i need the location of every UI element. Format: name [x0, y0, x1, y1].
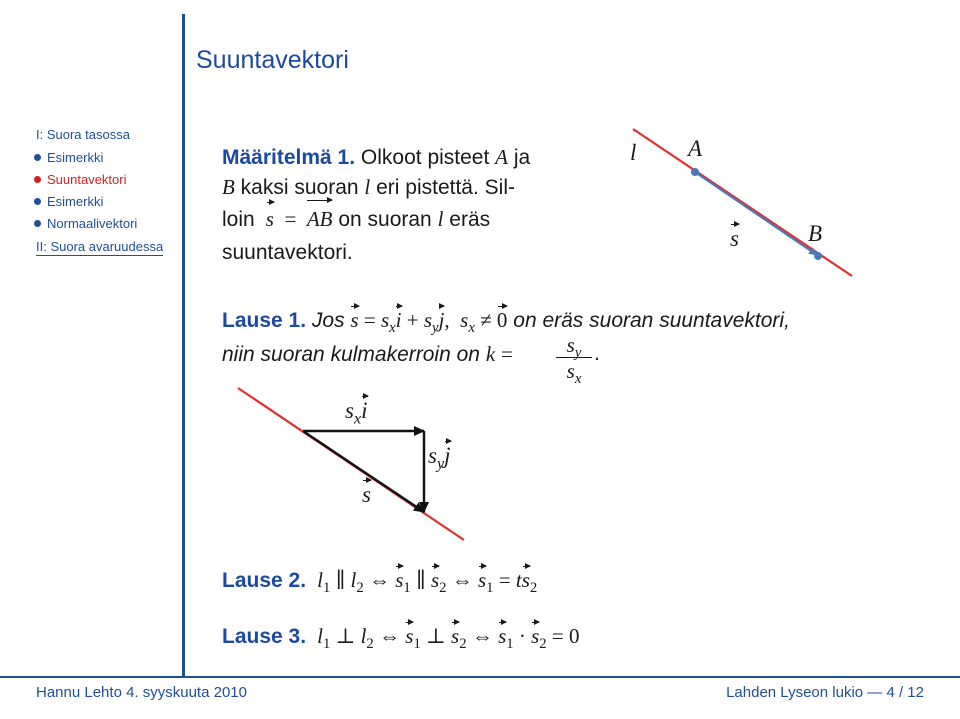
lause-3: Lause 3. $l_1$ ⊥ $l_2$ ⇔ $s_1$ ⊥ $s_2$ ⇔ $s_1 \cdot s_2 = 0$: [222, 624, 580, 653]
definition-line-2: B kaksi suoran l eri pistettä. Sil-: [222, 175, 515, 199]
sidebar-item-suuntavektori[interactable]: Suuntavektori: [34, 172, 127, 187]
label-a: A: [688, 136, 703, 161]
vector-ab-arrow: [695, 172, 817, 255]
label-b: B: [808, 221, 823, 246]
definition-line-1: Määritelmä 1. Olkoot pisteet A ja: [222, 145, 531, 169]
definition-heading: Määritelmä 1.: [222, 146, 356, 169]
fraction-period: .: [594, 342, 600, 365]
point-b: [814, 252, 822, 260]
sidebar-item-normaalivektori[interactable]: Normaalivektori: [34, 216, 137, 231]
lause-3-heading: Lause 3.: [222, 625, 307, 648]
point-a: [691, 168, 699, 176]
sidebar-section-suora-tasossa[interactable]: I: Suora tasossa: [36, 127, 130, 142]
sidebar-item-esimerkki-2[interactable]: Esimerkki: [34, 194, 103, 209]
footer-author-date: Hannu Lehto 4. syyskuuta 2010: [36, 684, 247, 701]
definition-line-3: loin s = AB on suoran l eräs: [222, 204, 490, 235]
frame-title: Suuntavektori: [196, 46, 349, 74]
lause-2: Lause 2. $l_1$ ∥ $l_2$ ⇔ $s_1$ ∥ $s_2$ ⇔ $s_1 = ts_2$: [222, 568, 538, 597]
label-l: l: [630, 140, 637, 165]
footer-school-page: Lahden Lyseon lukio — 4 / 12: [726, 684, 924, 701]
slope-fraction: $\frac{s_y}{s_x}$: [556, 333, 592, 384]
label-sxi: $s_xi$: [345, 398, 368, 428]
lause-2-heading: Lause 2.: [222, 569, 307, 592]
sidebar-item-esimerkki-1[interactable]: Esimerkki: [34, 150, 103, 165]
label-syj: $s_yj$: [428, 443, 451, 473]
lause-1-heading: Lause 1.: [222, 309, 307, 332]
label-s-vector: s: [730, 226, 739, 251]
sidebar-section-suora-avaruudessa[interactable]: II: Suora avaruudessa: [36, 239, 164, 254]
label-s-figure2: s: [362, 482, 371, 507]
lause-1: Lause 1. Jos $s = s_xi + s_yj$, $s_x \ne 0$ on eräs suoran suuntavektori,: [222, 308, 790, 337]
lause-1-line-2: niin suoran kulmakerroin on k =: [222, 342, 513, 366]
definition-line-4: suuntavektori.: [222, 241, 353, 264]
